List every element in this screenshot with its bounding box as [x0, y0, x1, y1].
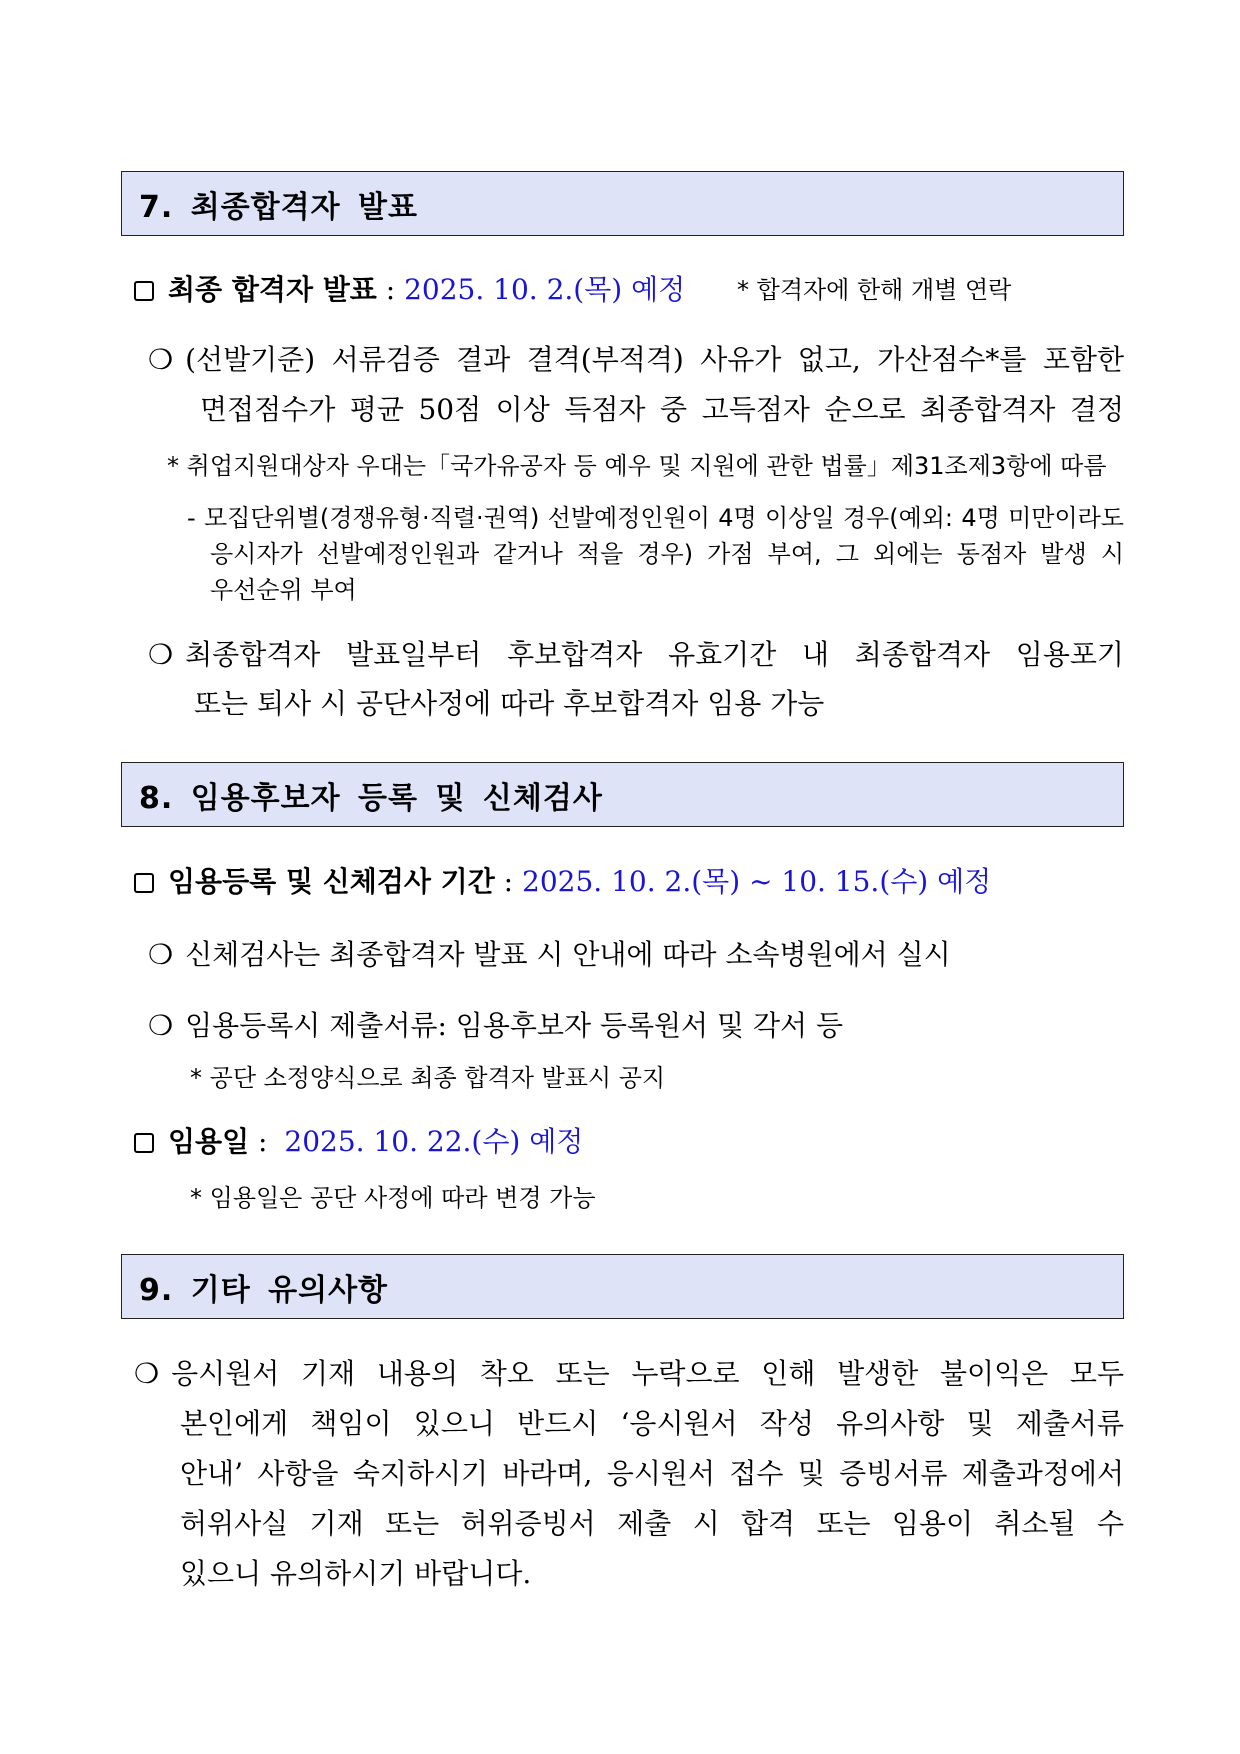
- registration-period-line: [134, 862, 991, 902]
- submission-docs-line: ❍ 임용등록시 제출서류: 임용후보자 등록원서 및 각서 등: [148, 1006, 843, 1046]
- caution-line-1: ❍ 응시원서 기재 내용의 착오 또는 누락으로 인해 발생한 불이익은 모두: [134, 1354, 1124, 1394]
- checkbox-square-icon: [134, 873, 154, 893]
- bonus-rule-line-1: - 모집단위별(경쟁유형·직렬·권역) 선발예정인원이 4명 이상일 경우(예외: 4명 미만이라도: [187, 504, 1124, 532]
- appointment-date-value: 2025. 10. 22.(수) 예정: [284, 1125, 584, 1158]
- section-9-header: 9. 기타 유의사항: [121, 1254, 1124, 1319]
- final-announce-label: 최종 합격자 발표: [168, 273, 377, 306]
- caution-line-2: 본인에게 책임이 있으니 반드시 ‘응시원서 작성 유의사항 및 제출서류: [180, 1407, 1124, 1440]
- circle-bullet-icon: ❍: [148, 1009, 174, 1042]
- section-8-header: 8. 임용후보자 등록 및 신체검사: [121, 762, 1124, 827]
- reserve-candidate-line-1: ❍ 최종합격자 발표일부터 후보합격자 유효기간 내 최종합격자 임용포기: [148, 635, 1124, 675]
- reserve-candidate-line-2: 또는 퇴사 시 공단사정에 따라 후보합격자 임용 가능: [194, 687, 825, 720]
- circle-bullet-icon: ❍: [134, 1357, 160, 1390]
- circle-bullet-icon: ❍: [148, 638, 174, 671]
- checkbox-square-icon: [134, 1133, 154, 1153]
- selection-criteria-line-1: ❍ (선발기준) 서류검증 결과 결격(부적격) 사유가 없고, 가산점수*를 포함한: [148, 340, 1124, 380]
- checkbox-square-icon: [134, 281, 154, 301]
- caution-line-3: 안내’ 사항을 숙지하시기 바라며, 응시원서 접수 및 증빙서류 제출과정에서: [180, 1457, 1124, 1490]
- registration-period-date: 2025. 10. 2.(목) ~ 10. 15.(수) 예정: [522, 865, 992, 898]
- circle-bullet-icon: ❍: [148, 938, 174, 971]
- circle-bullet-icon: ❍: [148, 343, 174, 376]
- appointment-date-line: [134, 1122, 583, 1162]
- registration-period-label: 임용등록 및 신체검사 기간: [168, 865, 495, 898]
- final-announce-date: 2025. 10. 2.(목) 예정: [404, 273, 686, 306]
- health-exam-line: ❍ 신체검사는 최종합격자 발표 시 안내에 따라 소속병원에서 실시: [148, 935, 951, 975]
- appointment-date-note: * 임용일은 공단 사정에 따라 변경 가능: [190, 1184, 596, 1212]
- selection-criteria-line-2: 면접점수가 평균 50점 이상 득점자 중 고득점자 순으로 최종합격자 결정: [200, 393, 1124, 426]
- final-announce-note: * 합격자에 한해 개별 연락: [737, 276, 1012, 304]
- caution-line-4: 허위사실 기재 또는 허위증빙서 제출 시 합격 또는 임용이 취소될 수: [180, 1507, 1124, 1540]
- bonus-rule-line-2: 응시자가 선발예정인원과 같거나 적을 경우) 가점 부여, 그 외에는 동점자 발생 시: [210, 540, 1124, 568]
- appointment-date-label: 임용일: [168, 1125, 250, 1158]
- submission-docs-note: * 공단 소정양식으로 최종 합격자 발표시 공지: [190, 1064, 666, 1092]
- bonus-rule-line-3: 우선순위 부여: [210, 576, 357, 604]
- registration-period-sep: :: [494, 865, 523, 898]
- final-announce-sep: :: [376, 273, 405, 306]
- section-7-header: 7. 최종합격자 발표: [121, 171, 1124, 236]
- final-announce-line: [134, 270, 685, 310]
- appointment-date-sep: :: [249, 1125, 277, 1158]
- veteran-preference-note: * 취업지원대상자 우대는「국가유공자 등 예우 및 지원에 관한 법률」제31조제3항에 따름: [167, 452, 1107, 480]
- caution-line-5: 있으니 유의하시기 바랍니다.: [180, 1557, 532, 1590]
